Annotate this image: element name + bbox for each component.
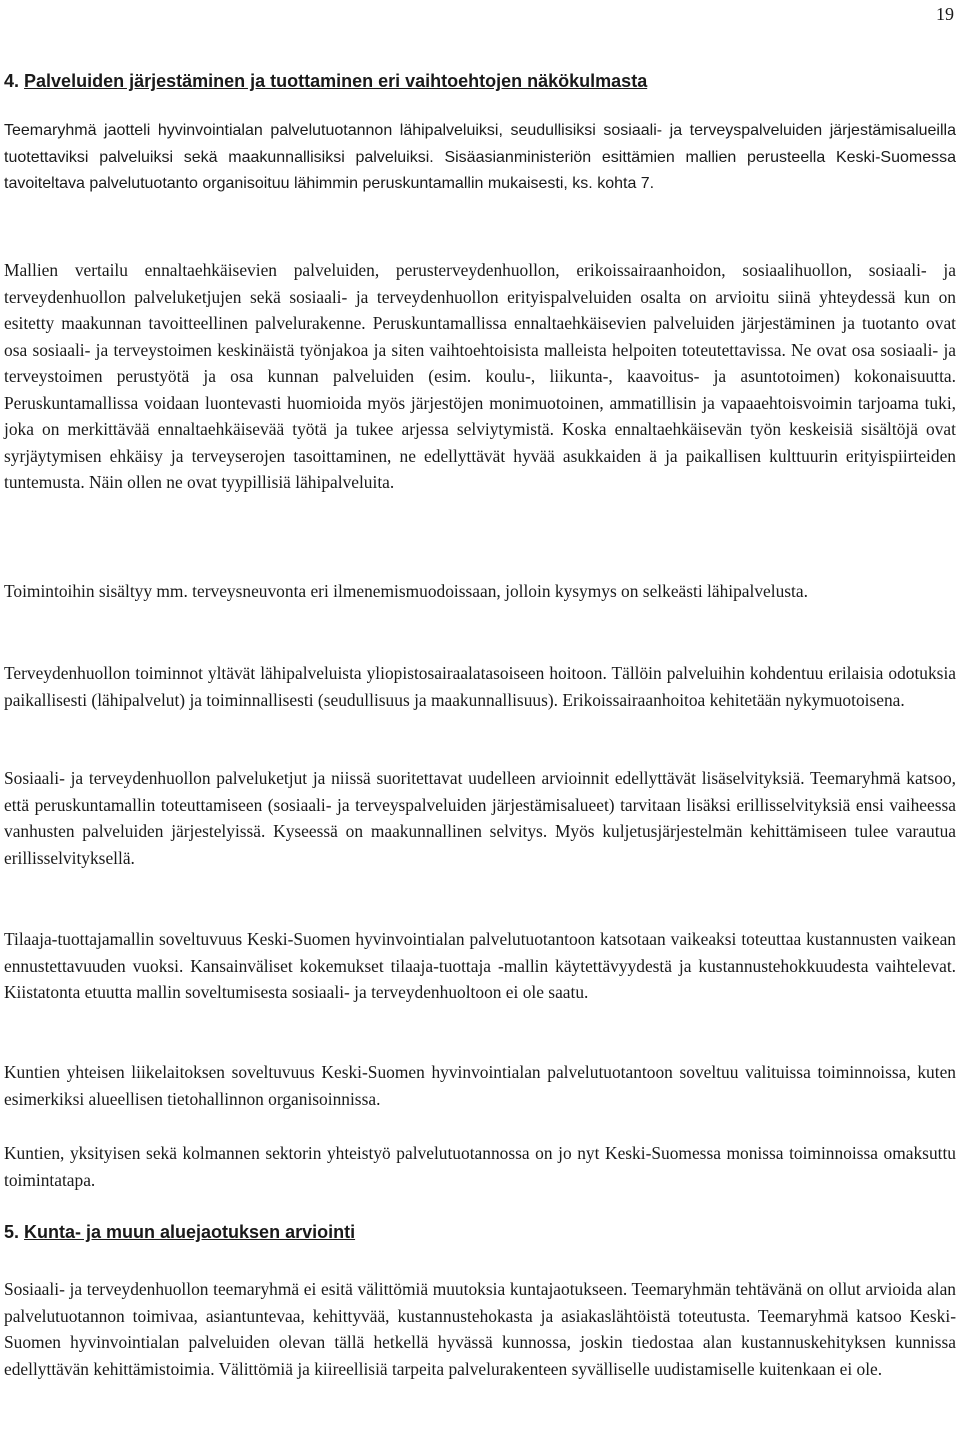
section-5-heading: [4, 1220, 355, 1244]
paragraph-joint-enterprise: Kuntien yhteisen liikelaitoksen soveltuvuus Keski-Suomen hyvinvointialan palvelutuotantoon soveltuu valituissa toiminnoissa, kuten esimerkiksi alueellisen tietohallinnon organisoinnissa.: [4, 1062, 956, 1109]
paragraph-municipal-division: Sosiaali- ja terveydenhuollon teemaryhmä ei esitä välittömiä muutoksia kuntajaotukseen. Teemaryhmän tehtävänä on ollut arvioida alan palvelutuotannon toimivaa, asiantuntevaa, kehittyvää, kustannustehokasta ja asiakaslähtöistä toteutusta. Teemaryhmä katsoo Keski-Suomen hyvinvointialan palveluiden olevan tällä hetkellä hyvässä kunnossa, joskin tiedostaa alan kustannuskehityksen kunnissa edellyttävän kehittämistoimia. Välittömiä ja kiireellisiä tarpeita palvelurakenteen syvälliselle uudistamiselle kuitenkaan ei ole.: [4, 1279, 956, 1379]
paragraph-service-division: Teemaryhmä jaotteli hyvinvointialan palvelutuotannon lähipalveluiksi, seudullisiksi sosiaali- ja terveyspalveluiden järjestämisalueilla tuotettaviksi palveluiksi sekä maakunnallisiksi palveluiksi. Sisäasianministeriön esittämien mallien perusteella Keski-Suomessa tavoiteltava palvelutuotanto organisoituu lähimmin peruskuntamallin mukaisesti, ks. kohta 7.: [4, 122, 956, 192]
section-4-title: Palveluiden järjestäminen ja tuottaminen eri vaihtoehtojen näkökulmasta: [24, 71, 648, 91]
paragraph-cooperation: Kuntien, yksityisen sekä kolmannen sektorin yhteistyö palvelutuotannossa on jo nyt Keski-Suomessa monissa toiminnoissa omaksuttu toimintatapa.: [4, 1143, 956, 1190]
paragraph-health-care-functions: Terveydenhuollon toiminnot yltävät lähipalveluista yliopistosairaalatasoiseen hoitoon. Tällöin palveluihin kohdentuu erilaisia odotuksia paikallisesti (lähipalvelut) ja toiminnallisesti (seudullisuus ja maakunnallisuus). Erikoissairaanhoitoa kehitetään nykymuotoisena.: [4, 663, 956, 710]
paragraph-service-chains: Sosiaali- ja terveydenhuollon palveluketjut ja niissä suoritettavat uudelleen arvioinnit edellyttävät lisäselvityksiä. Teemaryhmä katsoo, että peruskuntamallin toteuttamiseen (sosiaali- ja terveyspalveluiden järjestämisalueet) tarvitaan lisäksi erillisselvityksiä ensi vaiheessa vanhusten palveluiden järjestelyissä. Kyseessä on maakunnallinen selvitys. Myös kuljetusjärjestelmän kehittämiseen tulee varautua erillisselvityksellä.: [4, 768, 956, 868]
section-5-number: 5.: [4, 1222, 20, 1242]
page-number: 19: [936, 4, 954, 24]
section-5-title: Kunta- ja muun aluejaotuksen arviointi: [24, 1222, 356, 1242]
paragraph-purchaser-provider: Tilaaja-tuottajamallin soveltuvuus Keski-Suomen hyvinvointialan palvelutuotantoon katsotaan vaikeaksi toteuttaa kustannusten vaikean ennustettavuuden vuoksi. Kansainväliset kokemukset tilaaja-tuottaja -mallin käytettävyydestä ja kustannustehokkuudesta vaihtelevat. Kiistatonta etuutta mallin soveltumisesta sosiaali- ja terveydenhuoltoon ei ole saatu.: [4, 929, 956, 1002]
paragraph-health-counseling: Toimintoihin sisältyy mm. terveysneuvonta eri ilmenemismuodoissaan, jolloin kysymys on selkeästi lähipalvelusta.: [4, 581, 808, 601]
paragraph-model-comparison: Mallien vertailu ennaltaehkäisevien palveluiden, perusterveydenhuollon, erikoissairaanhoidon, sosiaalihuollon, sosiaali- ja terveydenhuollon palveluketjujen sekä sosiaali- ja terveydenhuollon erityispalveluiden osalta on arvioitu siinä yhteydessä kun on esitetty maakunnan tavoitteellinen palvelurakenne. Peruskuntamallissa ennaltaehkäisevien palveluiden järjestäminen ja tuotanto ovat osa sosiaali- ja terveystoimen keskinäistä työnjakoa ja siten vaihtoehtoisista malleista helpoiten toteutettavissa. Ne ovat osa sosiaali- ja terveystoimen perustyötä ja osa kunnan palveluiden (esim. koulu-, liikunta-, kaavoitus- ja asuntotoimen) kokonaisuutta. Peruskuntamallissa voidaan luontevasti huomioida myös järjestöjen monimuotoinen, ammatillisin ja vapaaehtoisvoimin tarjoama tuki, joka on merkittävää ennaltaehkäisevää työtä ja tukee arjessa selviytymistä. Koska ennaltaehkäisevän työn keskeisiä sisältöjä ovat syrjäytymisen ehkäisy ja terveyserojen tasoittaminen, ne edellyttävät hyvää asukkaiden ä ja paikallisen kulttuurin erityispiirteiden tuntemusta. Näin ollen ne ovat tyypillisiä lähipalveluita.: [4, 260, 956, 492]
section-4-heading: [4, 69, 647, 93]
section-4-number: 4.: [4, 71, 20, 91]
